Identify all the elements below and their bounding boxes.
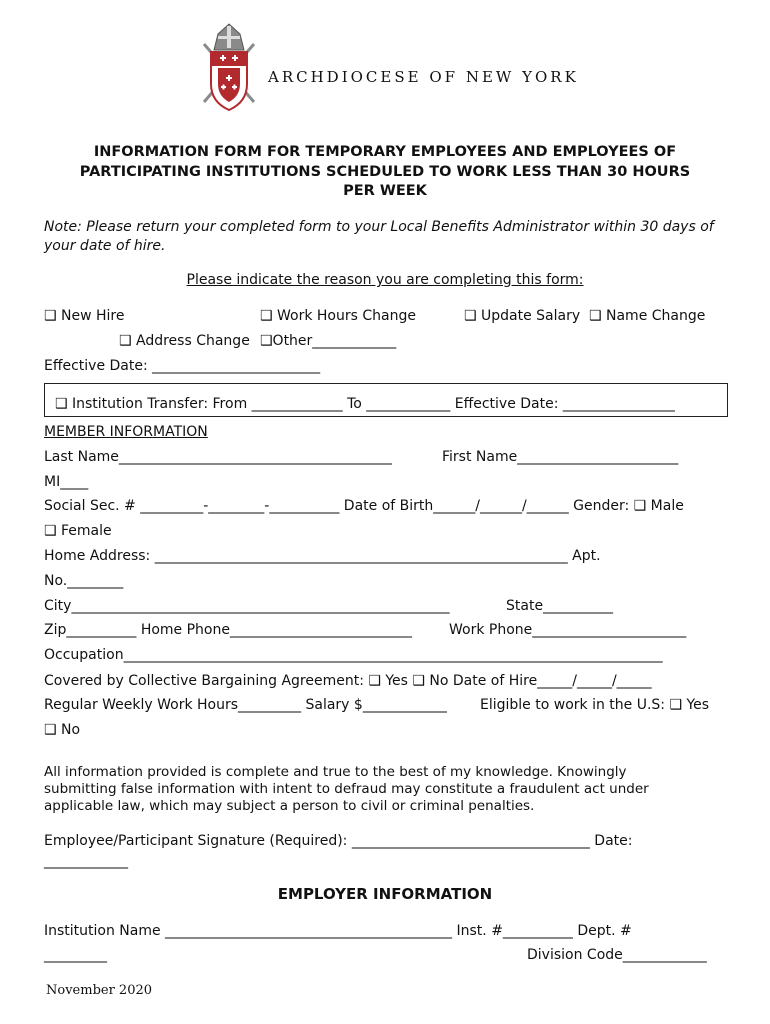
effective-date-field[interactable]: Effective Date: ________________________ xyxy=(44,358,321,374)
reason-prompt: Please indicate the reason you are completing this form: xyxy=(186,272,584,288)
new-hire-checkbox[interactable]: ❑ New Hire xyxy=(44,308,125,324)
attestation-line-1: All information provided is complete and true to the best of my knowledge. Knowingly xyxy=(44,764,627,780)
division-code-field[interactable]: Division Code____________ xyxy=(527,947,707,963)
footer-date: November 2020 xyxy=(46,983,153,998)
note-line-2: your date of hire. xyxy=(44,238,166,254)
form-title-line-2: PARTICIPATING INSTITUTIONS SCHEDULED TO WORK LESS THAN 30 HOURS xyxy=(79,164,691,180)
female-checkbox[interactable]: ❑ Female xyxy=(44,523,112,539)
first-name-field[interactable]: First Name_______________________ xyxy=(442,449,679,465)
address-change-checkbox[interactable]: ❑ Address Change xyxy=(119,333,250,349)
note-line-1: Note: Please return your completed form to your Local Benefits Administrator within 30 days of xyxy=(44,219,714,235)
dept-field[interactable]: _________ xyxy=(44,947,107,963)
name-change-checkbox[interactable]: ❑ Name Change xyxy=(589,308,706,324)
eligible-yes-checkbox[interactable]: Eligible to work in the U.S: ❑ Yes xyxy=(480,697,710,713)
update-salary-checkbox[interactable]: ❑ Update Salary xyxy=(464,308,581,324)
attestation-line-2: submitting false information with intent to defraud may constitute a fraudulent act under xyxy=(44,781,649,797)
institution-transfer-field[interactable]: ❑ Institution Transfer: From _____________ To ____________ Effective Date: ________________ xyxy=(55,396,675,412)
form-title-line-3: PER WEEK xyxy=(343,183,427,199)
ssn-dob-gender-line[interactable]: Social Sec. # _________-________-__________ Date of Birth______/______/______ Gender: ❑ Male xyxy=(44,498,684,514)
archdiocese-crest-logo xyxy=(198,22,260,114)
mi-field[interactable]: MI____ xyxy=(44,474,89,490)
signature-field[interactable]: Employee/Participant Signature (Required): __________________________________ Date: xyxy=(44,833,633,849)
work-phone-field[interactable]: Work Phone______________________ xyxy=(449,622,687,638)
work-hours-change-checkbox[interactable]: ❑ Work Hours Change xyxy=(260,308,416,324)
other-checkbox[interactable]: ❑Other____________ xyxy=(260,333,397,349)
eligible-no-checkbox[interactable]: ❑ No xyxy=(44,722,81,738)
home-address-field[interactable]: Home Address: ___________________________________________________________ Apt. xyxy=(44,548,601,564)
city-field[interactable]: City______________________________________________________ xyxy=(44,598,450,614)
member-info-heading: MEMBER INFORMATION xyxy=(44,424,208,440)
form-title-line-1: INFORMATION FORM FOR TEMPORARY EMPLOYEES AND EMPLOYEES OF xyxy=(93,144,677,160)
employer-info-heading: EMPLOYER INFORMATION xyxy=(277,885,493,903)
institution-name-field[interactable]: Institution Name _________________________________________ Inst. #__________ Dept. # xyxy=(44,923,632,939)
state-field[interactable]: State__________ xyxy=(506,598,614,614)
occupation-field[interactable]: Occupation_____________________________________________________________________________ xyxy=(44,647,663,663)
cba-date-of-hire-line[interactable]: Covered by Collective Bargaining Agreement: ❑ Yes ❑ No Date of Hire_____/_____/_____ xyxy=(44,673,652,689)
hours-salary-field[interactable]: Regular Weekly Work Hours_________ Salary $____________ xyxy=(44,697,447,713)
organization-name: ARCHDIOCESE OF NEW YORK xyxy=(268,68,579,86)
signature-date-field[interactable]: ____________ xyxy=(44,853,128,869)
last-name-field[interactable]: Last Name_______________________________________ xyxy=(44,449,392,465)
apt-no-field[interactable]: No.________ xyxy=(44,573,124,589)
attestation-line-3: applicable law, which may subject a person to civil or criminal penalties. xyxy=(44,798,535,814)
zip-home-phone-field[interactable]: Zip__________ Home Phone__________________________ xyxy=(44,622,412,638)
